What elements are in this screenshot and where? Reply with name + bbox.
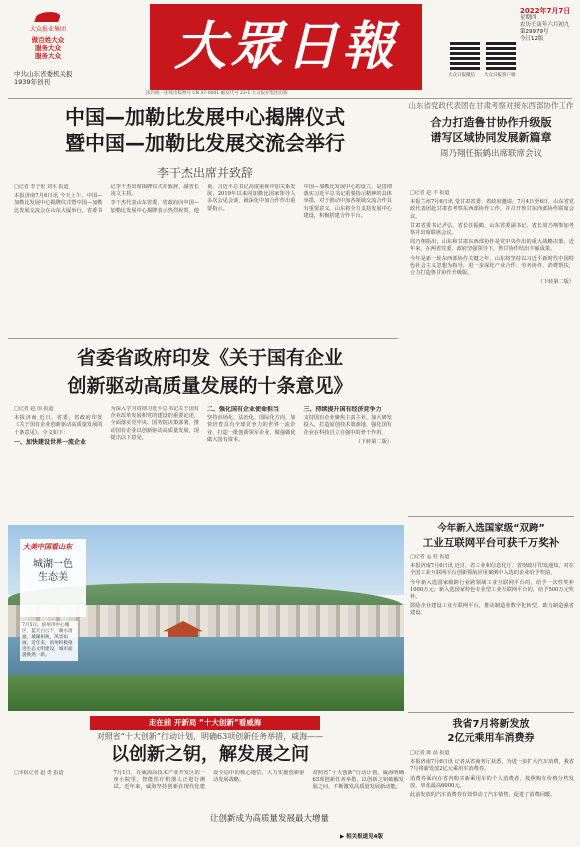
photo-column-name: 大美中国看山东: [23, 542, 72, 551]
lead-subtitle: 李干杰出席并致辞: [156, 166, 253, 180]
masthead-banner: [150, 4, 422, 90]
lead-paragraph: 李干杰代表山东省委、省政府向中国—加勒比发展中心揭牌表示热烈祝贺。他说，习近平总书记高度重视中加关系发展，2019年以来同加勒比国家领导人多次会见会谈，就深化中加合作作出重要指示。: [110, 184, 296, 214]
right-top-headline-line-2: 谱写区域协同发展新篇章: [430, 131, 552, 144]
lead-body: [14, 184, 392, 334]
page-count: 今日12版: [520, 36, 544, 42]
slogans: [18, 36, 78, 60]
divider: [8, 98, 572, 99]
second-body: [14, 406, 392, 520]
second-section-heading: 二、强化国有企业使命担当: [207, 406, 280, 413]
issue-date: 2022年7月7日: [520, 7, 571, 15]
right-bottom-headline-line-1: 我省7月将新发放: [452, 719, 530, 730]
right-mid-body: [410, 554, 574, 694]
right-top-paragraph: 周乃翔指出，山东和甘肃东西部协作是党中央作出的重大战略决策。近年来，在两省党委、政府坚强领导下，鲁甘协作结出丰硕成果。: [410, 239, 574, 253]
bottom-headline[interactable]: 以创新之钥，解发展之问: [111, 744, 309, 765]
lake-city-photo: [8, 525, 404, 711]
right-top-paragraph: 本报兰州7月6日讯 受甘肃省委、省政府邀请，7月4日至6日，山东省党政代表团赴甘肃省考察东西部协作工作，并召开鲁甘东西部协作联席会议。: [410, 199, 574, 220]
right-top-paragraph: 今年是新一轮东西部协作关键之年，山东将坚持以习近平新时代中国特色社会主义思想为指导，进一步深化产业合作、劳务协作、消费帮扶，合力打造鲁甘协作升级版。: [410, 255, 574, 277]
qr-label-1: 大众日报微信: [448, 73, 475, 78]
right-top-story[interactable]: [408, 100, 574, 159]
right-bottom-body: [410, 750, 574, 840]
right-mid-headline[interactable]: 工业互联网平台可获千万奖补: [422, 537, 560, 549]
lead-headline-line-1: 中国—加勒比发展中心揭牌仪式: [65, 105, 345, 129]
right-bottom-paragraph: 本报济南7月6日讯 记者从省商务厅获悉，为进一步扩大汽车消费，我省7月将新发放2亿元乘用车消费券。: [410, 759, 574, 773]
bottom-byline: □本报记者 赵 勇 报道: [14, 770, 64, 776]
publisher-name: 中共山东省委机关报: [14, 70, 73, 78]
right-bottom-paragraph: 此前发放的汽车消费券有效带动了汽车销售，促进了消费回暖。: [410, 792, 556, 799]
slogan-3: 服务大众: [35, 52, 61, 60]
newspaper-title: 大眾日報: [173, 16, 398, 77]
lead-byline: □记者 李子伦 刘木 报道: [14, 184, 69, 190]
second-continued: （下转第二版）: [355, 438, 392, 445]
issue-number: 第29979号: [520, 29, 549, 35]
second-paragraph: 本报济南 近日，省委、省政府印发《关于国有企业创新驱动高质量发展的十条意见》。全文如下：: [14, 415, 103, 436]
right-mid-paragraph: 今年新入选国家级跨行业跨领域工业互联网平台的，给予一次性奖补1000万元；新入选国家特色专业型工业互联网平台的，给予500万元奖补。: [410, 579, 574, 601]
second-paragraph: 为深入学习贯彻习近平总书记关于国有企业改革发展和党的建设的重要论述，全面落实党中央、国务院决策部署，推动国有企业以创新驱动高质量发展，现提出以下意见。: [110, 406, 199, 441]
right-mid-byline: □记者 孟 桂 报道: [410, 554, 450, 560]
masthead: [0, 0, 580, 96]
right-top-subtitle: 周乃翔任振鹤出席联席会议: [439, 149, 542, 159]
right-bottom-byline: □记者 陈 晨 报道: [410, 750, 450, 756]
publisher-info: [14, 70, 73, 86]
founded-year: 1939年创刊: [14, 78, 51, 86]
bottom-subtitle: 让创新成为高质量发展最大增量: [210, 814, 330, 824]
contact-strip: 国内统一连续出版物号 CN 37-0001 邮发代号 23-1 大众报业集团出版: [146, 91, 288, 96]
right-top-continued: （下转第二版）: [537, 279, 574, 286]
weekday: 星期四: [520, 15, 537, 21]
second-paragraph: 坚持市场化、法治化、国际化方向，加快培育具有全球竞争力的世界一流企业，打造一批创新领军企业，做强做优做大国有资本。: [207, 415, 296, 443]
qr-label-2: 大众日报客户端: [484, 73, 516, 78]
right-bottom-headline-line-2: 2亿元乘用车消费券: [447, 733, 535, 744]
bottom-body: [14, 770, 404, 810]
right-top-kicker: 山东省党政代表团在甘肃考察对接东西部协作工作: [408, 101, 574, 110]
slogan-1: 做百姓大众: [31, 36, 65, 44]
second-headline-line-1: 省委省政府印发《关于国有企业: [76, 347, 343, 369]
right-mid-paragraph: 鼓励企业建设工业互联网平台，推动制造业数字化转型，助力制造强省建设。: [410, 603, 574, 617]
right-bottom-headline[interactable]: [408, 718, 574, 746]
right-top-body: [410, 190, 574, 510]
lead-paragraph: 中国—加勒比发展中心的设立，是贯彻落实习近平总书记重要指示精神的具体举措，对于推动中加各领域交流合作具有重要意义。山东将全力支持发展中心建设，积极搭建合作平台。: [303, 184, 392, 219]
divider: [8, 338, 398, 339]
right-top-paragraph: 甘肃省委书记尹弘，省长任振鹤，山东省委副书记、省长周乃翔参加考察并出席联席会议。: [410, 222, 574, 237]
related-report-link[interactable]: ▶ 相关报道见4版: [340, 834, 383, 840]
bottom-paragraph: 对照省“十大创新”行动计划，威海明确63项创新任务举措，以创新之钥破解发展之问，不断激发高质量发展新动能。: [312, 770, 404, 791]
right-bottom-paragraph: 消费券面向在省内购买新乘用车的个人消费者，按照购车价格分档发放，单张最高6000元。: [410, 775, 574, 789]
group-name: 大众报业集团: [29, 26, 66, 33]
divider: [408, 712, 574, 713]
second-headline-line-2: 创新驱动高质量发展的十条意见》: [67, 375, 353, 397]
group-emblem-icon: [34, 8, 62, 26]
photo-shore: [8, 675, 404, 711]
second-section-heading: 一、加快建设世界一流企业: [14, 438, 87, 446]
right-mid-kicker: 今年新入选国家级“双跨”: [437, 523, 545, 534]
lead-headline[interactable]: [20, 104, 390, 156]
bottom-kicker: 对照省“十大创新”行动计划，明确63项创新任务举措，威海——: [96, 732, 324, 741]
bottom-paragraph: 7月1日，在威海高技术产业开发区的一座小院里，智能医疗机器人正进行测试。近年来，威海坚持创新在现代化建设全局中的核心地位，大力实施创新驱动发展战略。: [113, 770, 305, 791]
second-byline: □记者 赵 国 报道: [14, 406, 54, 412]
photo-caption: 7月5日，滨州市中心城区，蓝天白云下，湖水清澈，城湖相映，风景如画。近年来，滨州积极推进生态文明建设，城市面貌焕然一新。: [20, 621, 78, 661]
right-top-headline-line-1: 合力打造鲁甘协作升级版: [430, 116, 552, 129]
lead-headline-line-2: 暨中国—加勒比发展交流会举行: [65, 131, 345, 155]
photo-title: 城湖一色 生态美: [33, 559, 73, 583]
photo-card: [20, 539, 86, 617]
right-mid-paragraph: 本报济南7月6日讯 近日，省工业和信息化厅、省财政厅印发通知，对在全国工业互联网平台创新领航应用案例中入选的企业给予奖励。: [410, 563, 574, 577]
lead-paragraph: 本报济南7月6日讯 今天上午，中国—加勒比发展中心揭牌仪式暨中国—加勒比发展交流会在山东大厦举行。省委书记李干杰出席揭牌仪式并致辞，副省长凌文主持。: [14, 184, 199, 214]
lunar-date: 农历壬寅年六月初九: [520, 22, 570, 28]
app-qr-icon[interactable]: [486, 40, 516, 70]
second-paragraph: 支持国有企业聚焦主责主业，加大研发投入，打造原创技术策源地，强化国有企业在科技自立自强中的骨干作用。: [303, 415, 392, 436]
campaign-band: 走在前 开新局 “十大创新”看威海: [90, 716, 320, 730]
divider: [408, 516, 574, 517]
right-top-byline: □记者 赵 丰 报道: [410, 190, 450, 196]
second-section-heading: 三、持续提升国有经济竞争力: [303, 406, 382, 413]
second-headline[interactable]: [40, 344, 380, 400]
slogan-2: 服务大众: [35, 44, 61, 52]
wechat-qr-icon[interactable]: [450, 40, 480, 70]
date-info: [520, 8, 576, 43]
